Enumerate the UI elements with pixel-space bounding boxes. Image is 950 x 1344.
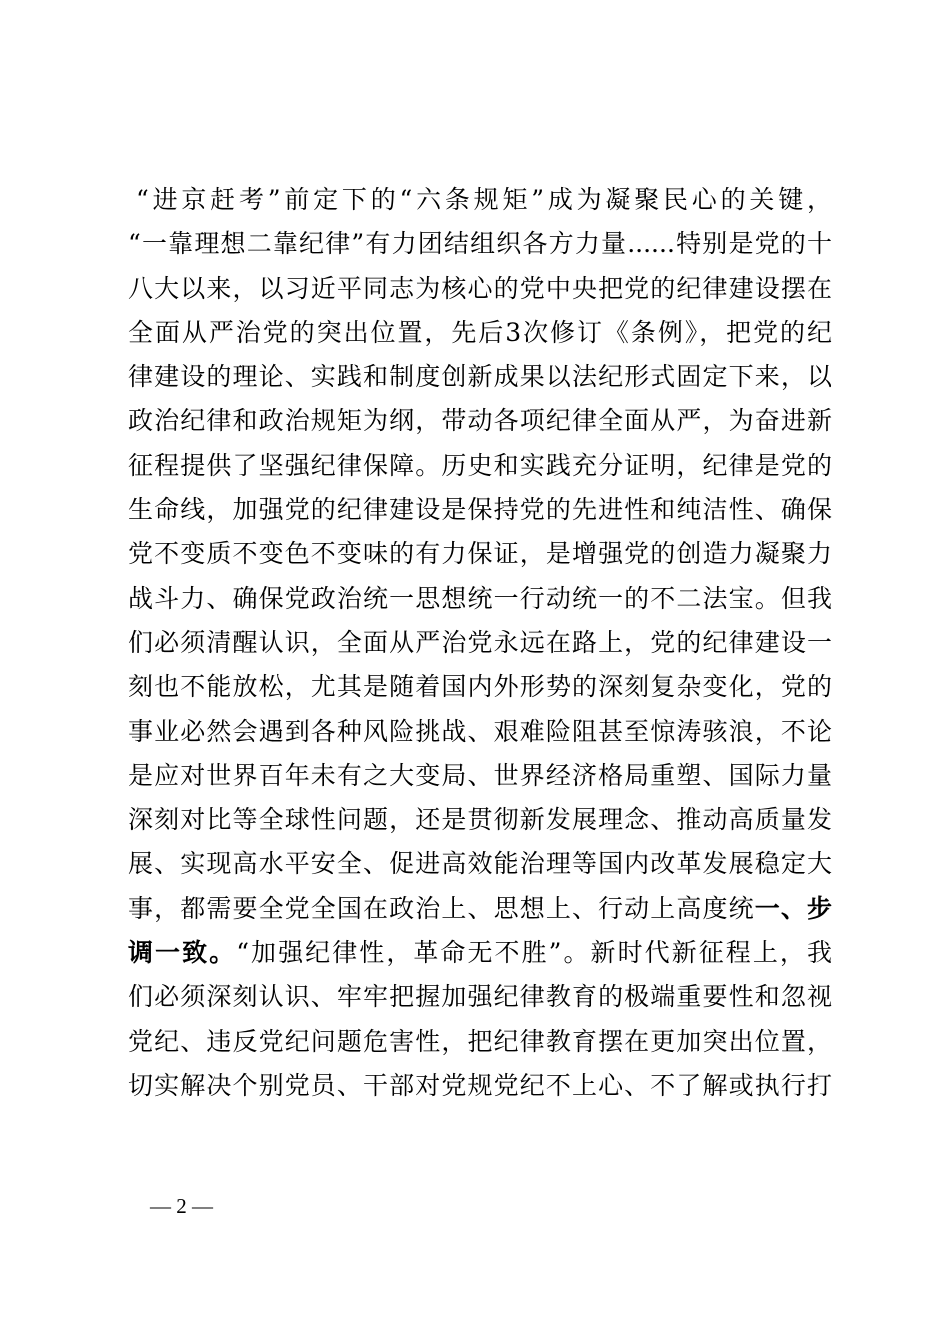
text-line: 八大以来，以习近平同志为核心的党中央把党的纪律建设摆在 bbox=[128, 273, 832, 303]
text-line: 切实解决个别党员、干部对党规党纪不上心、不了解或执行打 bbox=[128, 1070, 832, 1100]
text-segment: 事，都需要全党全国在政治上、思想上、行动上高度统 bbox=[128, 893, 755, 923]
text-line: 政治纪律和政治规矩为纲，带动各项纪律全面从严，为奋进新 bbox=[128, 406, 832, 436]
text-line: 战斗力、确保党政治统一思想统一行动统一的不二法宝。但我 bbox=[128, 583, 832, 613]
text-line: 展、实现高水平安全、促进高效能治理等国内改革发展稳定大 bbox=[128, 849, 832, 879]
text-line bbox=[128, 931, 832, 975]
text-line: 党不变质不变色不变味的有力保证，是增强党的创造力凝聚力 bbox=[128, 539, 832, 569]
text-line: 们必须清醒认识，全面从严治党永远在路上，党的纪律建设一 bbox=[128, 627, 832, 657]
text-line: 事业必然会遇到各种风险挑战、艰难险阻甚至惊涛骇浪，不论 bbox=[128, 716, 832, 746]
text-line bbox=[128, 887, 832, 931]
text-line: 生命线，加强党的纪律建设是保持党的先进性和纯洁性、确保 bbox=[128, 495, 832, 525]
page-number: — 2 — bbox=[150, 1194, 213, 1218]
bold-text-segment: 一、步 bbox=[754, 893, 832, 923]
text-line: 深刻对比等全球性问题，还是贯彻新发展理念、推动高质量发 bbox=[128, 805, 832, 835]
text-line: 党纪、违反党纪问题危害性，把纪律教育摆在更加突出位置， bbox=[128, 1026, 832, 1056]
text-line: 们必须深刻认识、牢牢把握加强纪律教育的极端重要性和忽视 bbox=[128, 982, 832, 1012]
text-line: “一靠理想二靠纪律”有力团结组织各方力量......特别是党的十 bbox=[128, 229, 832, 259]
text-line: 刻也不能放松，尤其是随着国内外形势的深刻复杂变化，党的 bbox=[128, 672, 832, 702]
text-line: 征程提供了坚强纪律保障。历史和实践充分证明，纪律是党的 bbox=[128, 450, 832, 480]
text-line: 全面从严治党的突出位置，先后3次修订《条例》，把党的纪 bbox=[128, 317, 832, 347]
text-line: 是应对世界百年未有之大变局、世界经济格局重塑、国际力量 bbox=[128, 760, 832, 790]
text-line: 律建设的理论、实践和制度创新成果以法纪形式固定下来，以 bbox=[128, 362, 832, 392]
bold-text-segment: 调一致。 bbox=[128, 938, 237, 968]
body-paragraph bbox=[128, 178, 832, 1108]
text-segment: “加强纪律性，革命无不胜”。新时代新征程上，我 bbox=[236, 938, 832, 968]
text-line: “进京赶考”前定下的“六条规矩”成为凝聚民心的关键， bbox=[136, 185, 832, 214]
